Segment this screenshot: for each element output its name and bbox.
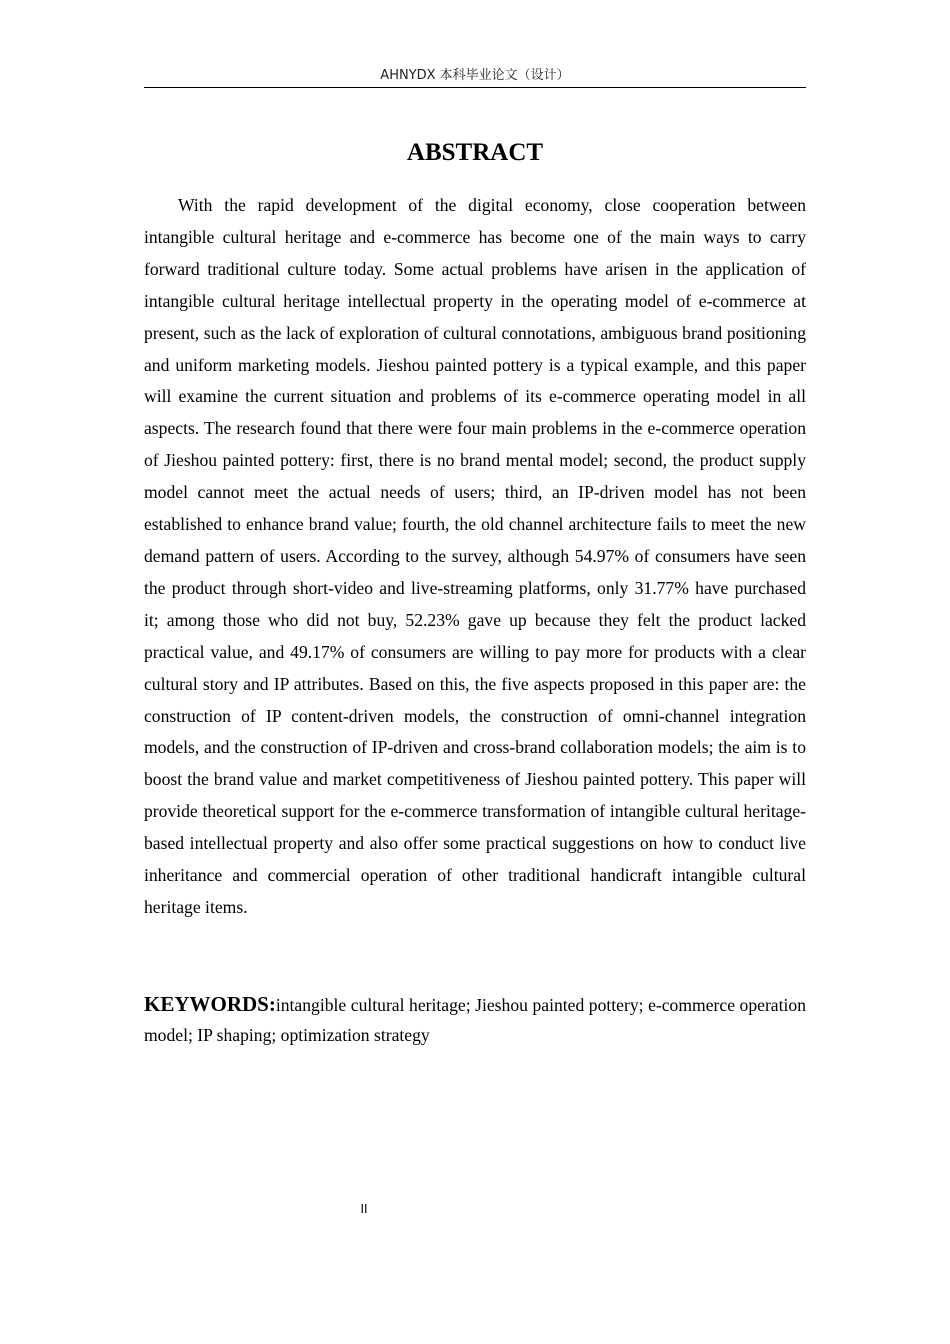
abstract-title: ABSTRACT xyxy=(406,139,544,166)
abstract-body: With the rapid development of the digital economy, close cooperation between intangible cultural heritage and e-commerce has become one of the main ways to carry forward traditional culture today. Some actual problems have arisen in the application of intangible cultural heritage intellectual property in the operating model of e-commerce at present, such as the lack of exploration of cultural connotations, ambiguous brand positioning and uniform marketing models. Jieshou painted pottery is a typical example, and this paper will examine the current situation and problems of its e-commerce operating model in all aspects. The research found that there were four main problems in the e-commerce operation of Jieshou painted pottery: first, there is no brand mental model; second, the product supply model cannot meet the actual needs of users; third, an IP-driven model has not been established to enhance brand value; fourth, the old channel architecture fails to meet the new demand pattern of users. According to the survey, although 54.97% of consumers have seen the product through short-video and live-streaming platforms, only 31.77% have purchased it; among those who did not buy, 52.23% gave up because they felt the product lacked practical value, and 49.17% of consumers are willing to pay more for products with a clear cultural story and IP attributes. Based on this, the five aspects proposed in this paper are: the construction of IP content-driven models, the construction of omni-channel integration models, and the construction of IP-driven and cross-brand collaboration models; the aim is to boost the brand value and market competitiveness of Jieshou painted pottery. This paper will provide theoretical support for the e-commerce transformation of intangible cultural heritage-based intellectual property and also offer some practical suggestions on how to conduct live inheritance and commercial operation of other traditional handicraft intangible cultural heritage items. xyxy=(144,195,806,917)
keywords-label: KEYWORDS: xyxy=(144,992,276,1016)
running-header: AHNYDX 本科毕业论文（设计） xyxy=(380,68,570,83)
keywords-paragraph xyxy=(144,989,806,1050)
keywords-text: intangible cultural heritage; Jieshou painted pottery; e-commerce operation model; IP shaping; optimization strategy xyxy=(144,995,806,1045)
header-rule xyxy=(144,87,806,88)
page-number: II xyxy=(360,1202,368,1216)
